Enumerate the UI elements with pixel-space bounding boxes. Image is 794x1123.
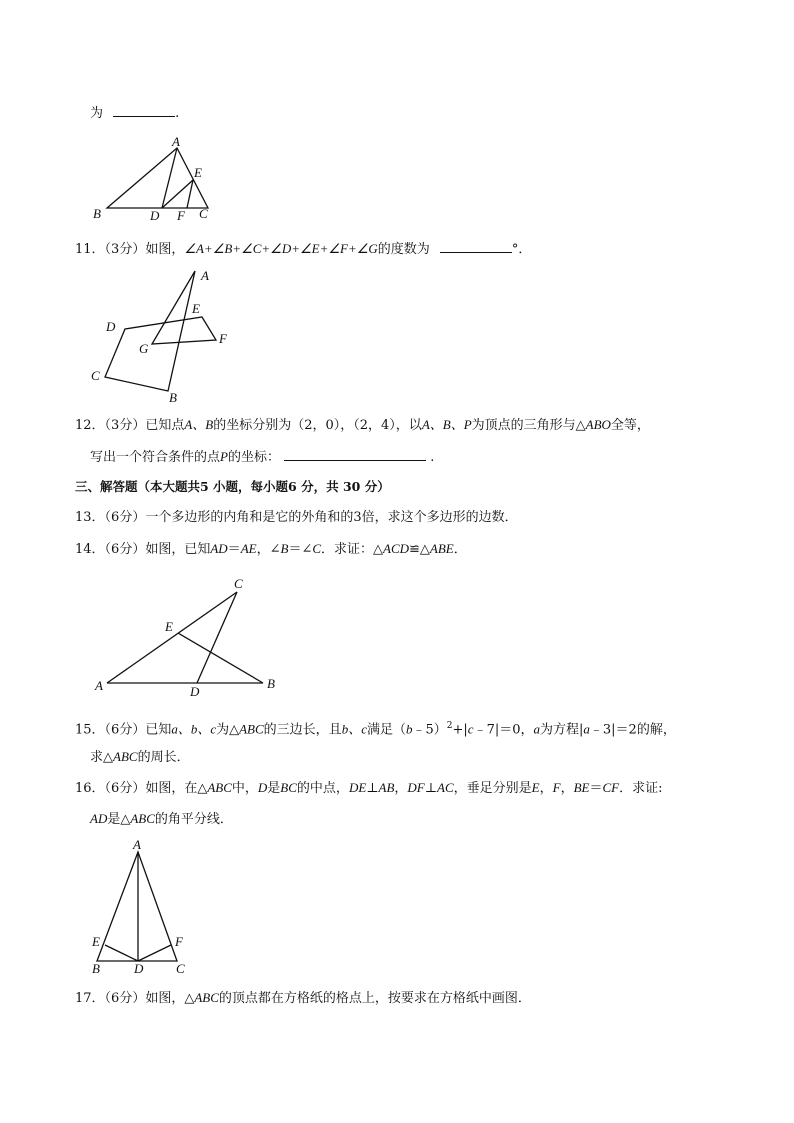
label-b: B [169,390,177,405]
q13: 13．（6分）一个多边形的内角和是它的外角和的3倍，求这个多边形的边数． [75,510,518,525]
triangle-abc [97,852,177,961]
label-a: A [201,268,209,283]
segment-de [105,945,138,961]
label-c: C [199,206,208,221]
label-g: G [139,341,149,356]
q14: 14．（6分）如图，已知AD＝AE，∠B＝∠C．求证：△ACD≌△ABE． [75,541,467,557]
q15-line1: 15．（6分）已知a、b、c为△ABC的三边长，且b、c满足（b﹣5）$^2$+|c﹣7|＝0，a为方程|a﹣3|＝2的解， [75,721,676,738]
q15-line2: 求△ABC的周长． [90,749,190,765]
label-f: F [175,934,183,949]
label-d: D [150,208,160,223]
label-f: F [177,208,185,223]
q12-line2: 写出一个符合条件的点P的坐标： . [90,446,434,468]
label-b: B [93,206,101,221]
q11: 11．（3分）如图，∠A+∠B+∠C+∠D+∠E+∠F+∠G的度数为 °． [75,238,531,260]
label-b: B [267,676,275,691]
label-a: A [172,134,180,149]
label-e: E [92,934,100,949]
q10-tail: 为 . [90,102,179,124]
q16-line1: 16．（6分）如图，在△ABC中，D是BC的中点，DE⊥AB，DF⊥AC，垂足分别是E，F，BE＝CF．求证: [75,780,663,796]
section-heading: 三、解答题（本大题共5 小题，每小题6 分，共 30 分） [75,479,390,494]
label-c: C [176,961,185,976]
label-b: B [92,961,100,976]
label-f: F [219,331,227,346]
label-d: D [134,961,144,976]
q17: 17．（6分）如图，△ABC的顶点都在方格纸的格点上，按要求在方格纸中画图． [75,990,531,1006]
q16-line2: AD是△ABC的角平分线． [90,811,233,827]
segment-df [138,945,171,961]
label-d: D [190,684,200,699]
label-a: A [133,837,141,852]
label-d: D [106,319,116,334]
label-e: E [165,619,173,634]
label-a: A [95,678,103,693]
label-c: C [91,368,100,383]
q12-line1: 12．（3分）已知点A、B的坐标分别为（2，0），（2，4），以A、B、P为顶点的三角形与△ABO全等， [75,417,650,433]
label-e: E [194,165,202,180]
label-e: E [192,301,200,316]
label-c: C [234,576,243,591]
